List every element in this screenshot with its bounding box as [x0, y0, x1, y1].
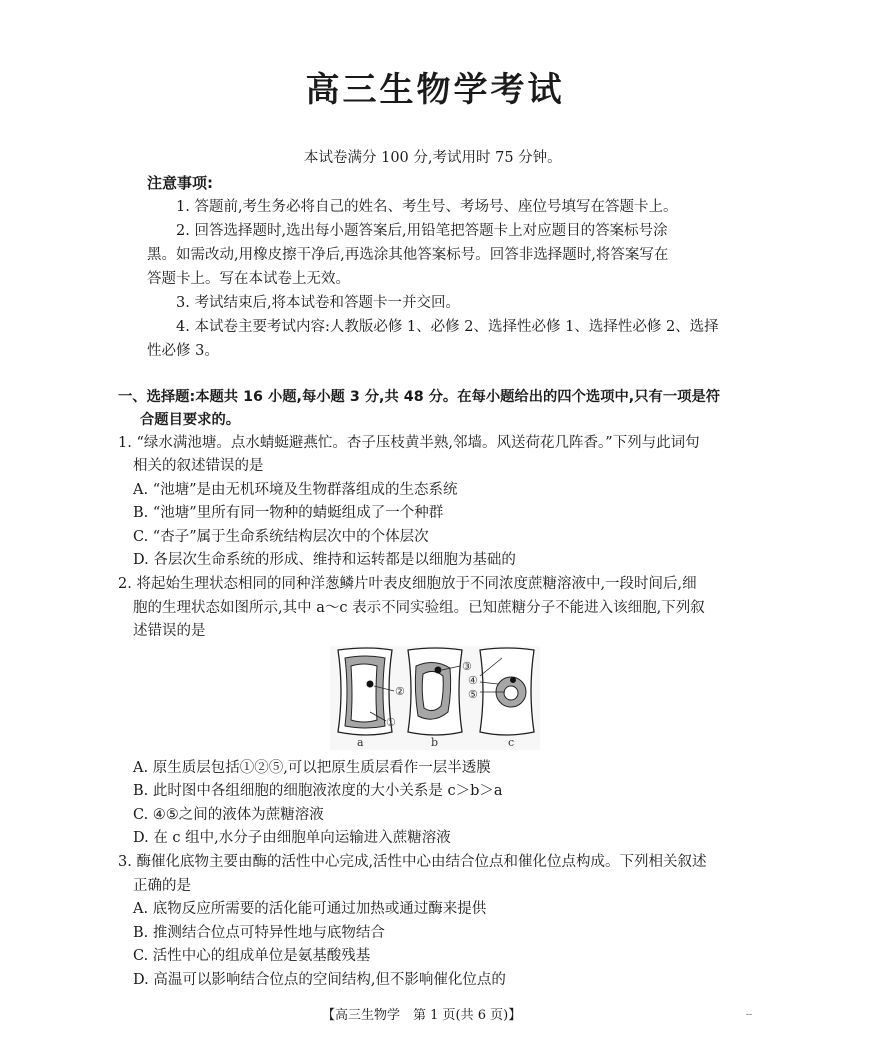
section-heading: 一、选择题:本题共 16 小题,每小题 3 分,共 48 分。在每小题给出的四个选项中,只有一项是符: [118, 389, 721, 405]
cell-label-b: b: [431, 736, 439, 749]
question-stem: 相关的叙述错误的是: [133, 458, 264, 474]
cells-diagram: [330, 646, 540, 750]
question-stem: 胞的生理状态如图所示,其中 a～c 表示不同实验组。已知蔗糖分子不能进入该细胞,下列叙: [133, 600, 705, 616]
notice-line: 性必修 3。: [147, 343, 219, 359]
notice-line: 3. 考试结束后,将本试卷和答题卡一并交回。: [176, 295, 461, 311]
notice-heading: 注意事项:: [147, 174, 213, 192]
corner-mark: --: [746, 1010, 753, 1020]
option-c: C. ④⑤之间的液体为蔗糖溶液: [133, 807, 324, 823]
notice-line: 2. 回答选择题时,选出每小题答案后,用铅笔把答题卡上对应题目的答案标号涂: [176, 223, 668, 239]
notice-line: 黑。如需改动,用橡皮擦干净后,再选涂其他答案标号。回答非选择题时,将答案写在: [147, 247, 669, 263]
marker-1: ①: [386, 716, 396, 729]
option-a: A. “池塘”是由无机环境及生物群落组成的生态系统: [133, 482, 458, 498]
section-heading: 合题目要求的。: [140, 412, 241, 428]
option-d: D. 各层次生命系统的形成、维持和运转都是以细胞为基础的: [133, 552, 516, 568]
nucleus-c: [510, 677, 516, 683]
nucleus-a: [367, 681, 374, 688]
option-a: A. 原生质层包括①②⑤,可以把原生质层看作一层半透膜: [133, 760, 491, 776]
page-title: 高三生物学考试: [305, 70, 565, 110]
exam-info: 本试卷满分 100 分,考试用时 75 分钟。: [304, 150, 562, 166]
option-d: D. 在 c 组中,水分子由细胞单向运输进入蔗糖溶液: [133, 830, 451, 846]
question-stem: 2. 将起始生理状态相同的同种洋葱鳞片叶表皮细胞放于不同浓度蔗糖溶液中,一段时间后,细: [118, 576, 697, 592]
option-c: C. 活性中心的组成单位是氨基酸残基: [133, 948, 371, 964]
cell-label-c: c: [508, 736, 515, 749]
marker-5: ⑤: [468, 688, 478, 701]
question-stem: 正确的是: [133, 878, 191, 894]
option-a: A. 底物反应所需要的活化能可通过加热或通过酶来提供: [133, 901, 487, 917]
notice-line: 4. 本试卷主要考试内容:人教版必修 1、必修 2、选择性必修 1、选择性必修 2、选择: [176, 319, 719, 335]
vacuole-c: [504, 686, 518, 700]
option-d: D. 高温可以影响结合位点的空间结构,但不影响催化位点的: [133, 972, 506, 988]
question-stem: 述错误的是: [133, 623, 206, 639]
cell-label-a: a: [357, 736, 364, 749]
notice-line: 1. 答题前,考生务必将自己的姓名、考生号、考场号、座位号填写在答题卡上。: [176, 199, 678, 215]
marker-4: ④: [468, 674, 478, 687]
nucleus-b: [435, 667, 442, 674]
plasmolysis-figure: [330, 646, 540, 750]
page-footer: 【高三生物学 第 1 页(共 6 页)】: [322, 1008, 522, 1023]
option-c: C. “杏子”属于生命系统结构层次中的个体层次: [133, 529, 429, 545]
marker-2: ②: [395, 685, 405, 698]
vacuole-b: [422, 671, 443, 710]
question-stem: 3. 酶催化底物主要由酶的活性中心完成,活性中心由结合位点和催化位点构成。下列相关叙述: [118, 854, 707, 870]
option-b: B. “池塘”里所有同一物种的蜻蜓组成了一个种群: [133, 505, 444, 521]
option-b: B. 推测结合位点可特异性地与底物结合: [133, 925, 385, 941]
notice-line: 答题卡上。写在本试卷上无效。: [147, 271, 350, 287]
option-b: B. 此时图中各组细胞的细胞液浓度的大小关系是 c＞b＞a: [133, 783, 503, 799]
question-stem: 1. “绿水满池塘。点水蜻蜓避燕忙。杏子压枝黄半熟,邻墙。风送荷花几阵香。”下列与此词句: [118, 435, 700, 451]
marker-3: ③: [462, 660, 472, 673]
